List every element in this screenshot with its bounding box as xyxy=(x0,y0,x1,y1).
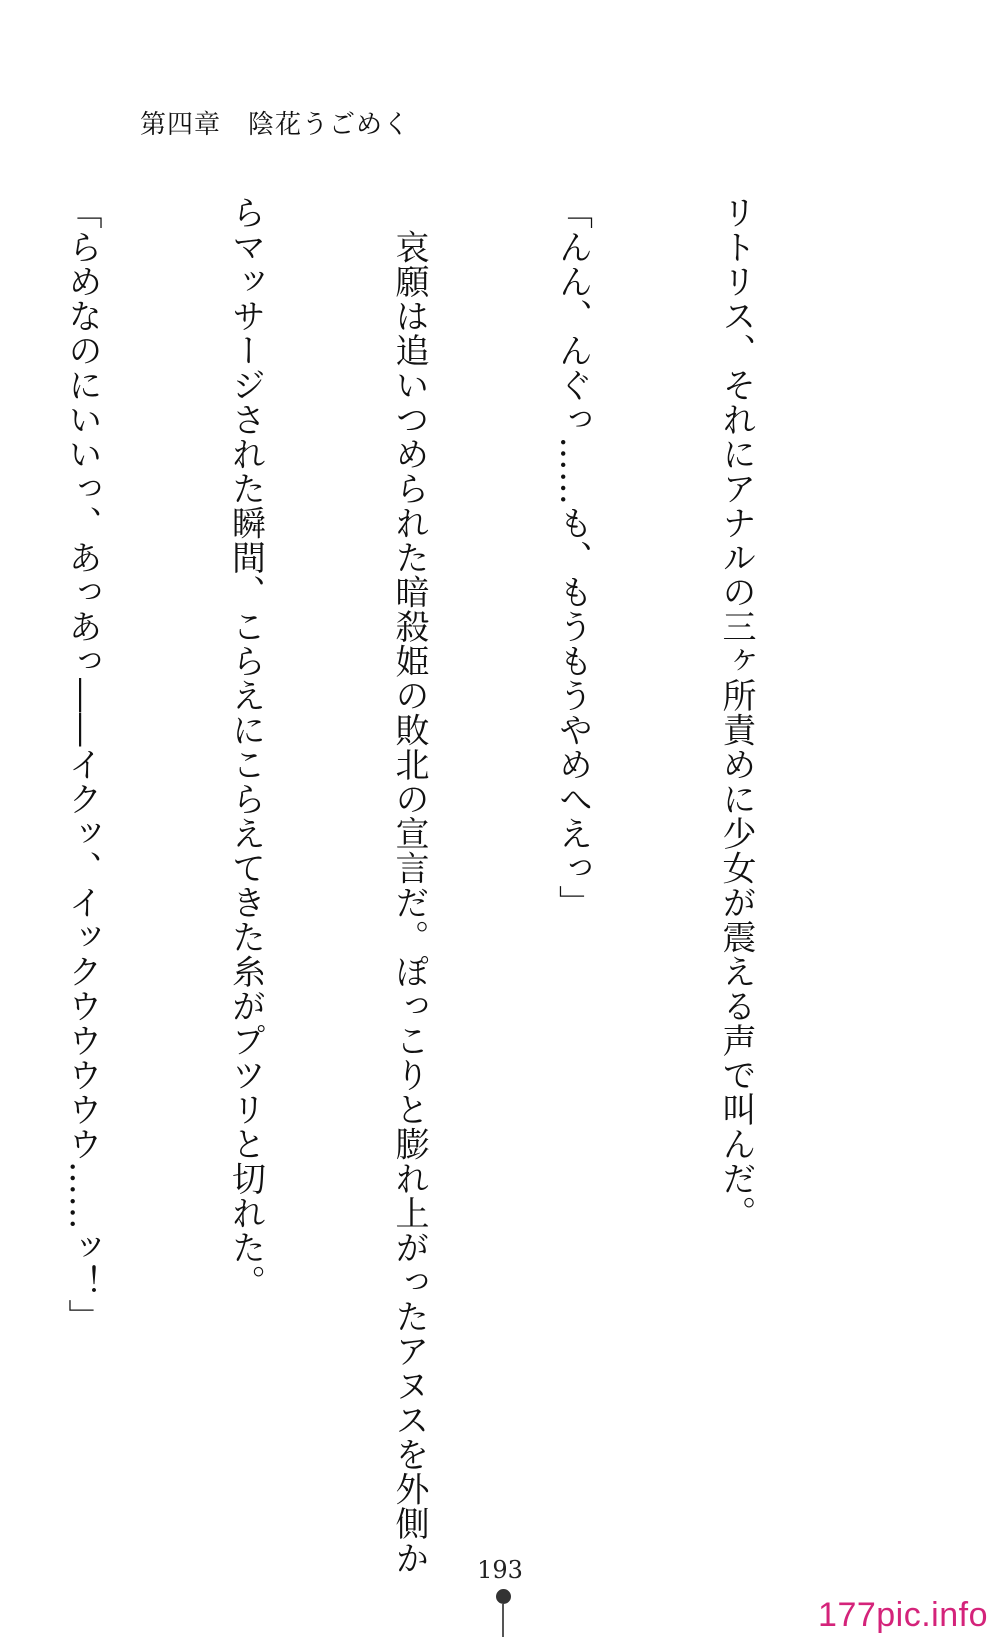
body-line: 哀願は追いつめられた暗殺姫の敗北の宣言だ。ぽっこりと膨れ上がったアヌスを外側か xyxy=(389,195,429,1575)
body-line: らマッサージされた瞬間、こらえにこらえてきた糸がプツリと切れた。 xyxy=(225,195,266,1299)
watermark: 177pic.info xyxy=(818,1596,988,1634)
page-number: 193 xyxy=(477,1556,523,1584)
body-line: 「らめなのにいいっ、あっあっ――イクッ、イックウウウウウ……ッ！」 xyxy=(62,195,102,1334)
page-marker-dot xyxy=(496,1589,511,1604)
body-line: 「んん、んぐっ……も、もうもうやめへえっ」 xyxy=(552,195,593,920)
chapter-header: 第四章 陰花うごめく xyxy=(140,110,411,140)
page-marker-line xyxy=(502,1604,504,1637)
body-line: リトリス、それにアナルの三ヶ所責めに少女が震える声で叫んだ。 xyxy=(716,195,756,1230)
